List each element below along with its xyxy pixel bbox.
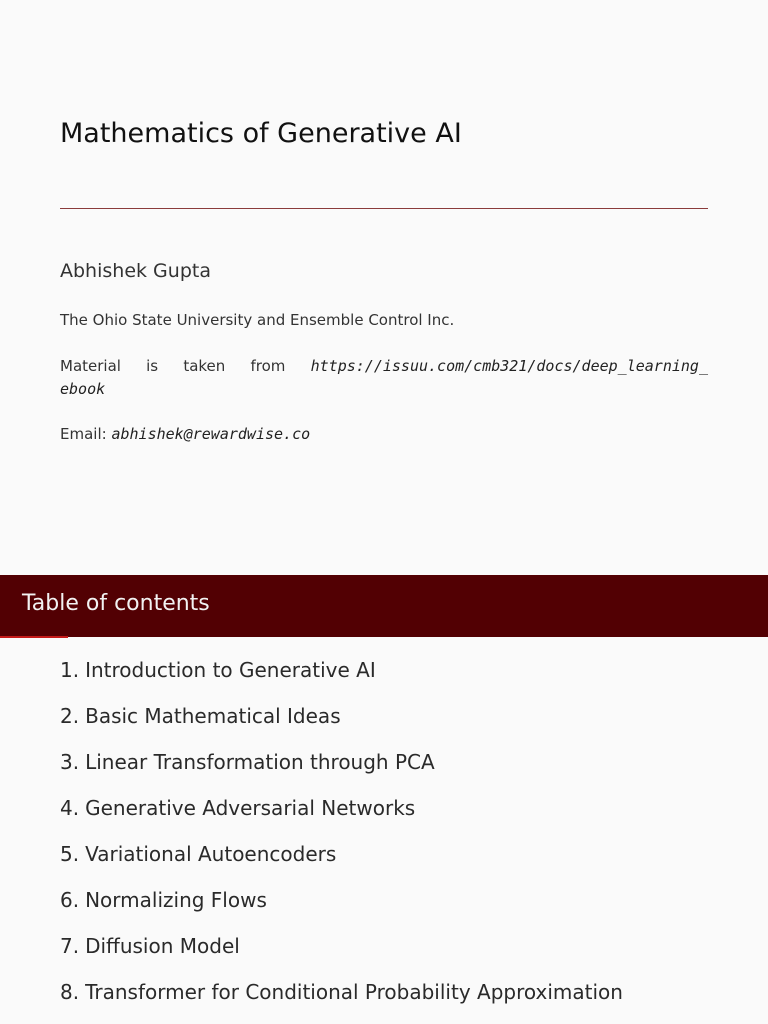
- title-divider: [60, 208, 708, 209]
- source-word: from: [250, 357, 286, 375]
- toc-item[interactable]: [60, 655, 623, 701]
- toc-item-number: 4.: [60, 796, 80, 820]
- toc-header-bar: [0, 575, 768, 637]
- toc-item-label: Normalizing Flows: [85, 888, 267, 912]
- source-url-link-continued[interactable]: ebook: [60, 380, 106, 398]
- toc-list: [60, 655, 623, 1023]
- toc-item-label: Generative Adversarial Networks: [85, 796, 416, 820]
- progress-indicator: [0, 636, 68, 638]
- toc-item[interactable]: [60, 885, 623, 931]
- source-word: taken: [183, 357, 226, 375]
- toc-item-label: Linear Transformation through PCA: [85, 750, 435, 774]
- email-line: [60, 425, 310, 443]
- toc-item[interactable]: [60, 839, 623, 885]
- toc-item[interactable]: [60, 977, 623, 1023]
- email-label: Email:: [60, 425, 107, 443]
- source-word: Material: [60, 357, 121, 375]
- toc-item-label: Basic Mathematical Ideas: [85, 704, 341, 728]
- email-address-link[interactable]: abhishek@rewardwise.co: [111, 425, 311, 443]
- toc-heading: Table of contents: [22, 591, 210, 616]
- toc-item-number: 3.: [60, 750, 80, 774]
- toc-item-label: Variational Autoencoders: [85, 842, 337, 866]
- toc-item[interactable]: [60, 747, 623, 793]
- toc-item-label: Diffusion Model: [85, 934, 240, 958]
- toc-item[interactable]: [60, 931, 623, 977]
- toc-item-label: Introduction to Generative AI: [85, 658, 376, 682]
- toc-item[interactable]: [60, 701, 623, 747]
- toc-item[interactable]: [60, 793, 623, 839]
- affiliation: The Ohio State University and Ensemble Control Inc.: [60, 311, 455, 329]
- slide-title: Mathematics of Generative AI: [60, 118, 462, 149]
- author-name: Abhishek Gupta: [60, 260, 211, 282]
- toc-item-number: 8.: [60, 980, 80, 1004]
- toc-item-label: Transformer for Conditional Probability Approximation: [85, 980, 623, 1004]
- toc-item-number: 5.: [60, 842, 80, 866]
- toc-item-number: 2.: [60, 704, 80, 728]
- source-note: [60, 355, 708, 401]
- toc-item-number: 1.: [60, 658, 80, 682]
- source-first-line: [60, 355, 708, 378]
- toc-item-number: 7.: [60, 934, 80, 958]
- source-word: is: [146, 357, 159, 375]
- toc-item-number: 6.: [60, 888, 80, 912]
- source-url-link[interactable]: https://issuu.com/cmb321/docs/deep_learning_: [310, 357, 708, 375]
